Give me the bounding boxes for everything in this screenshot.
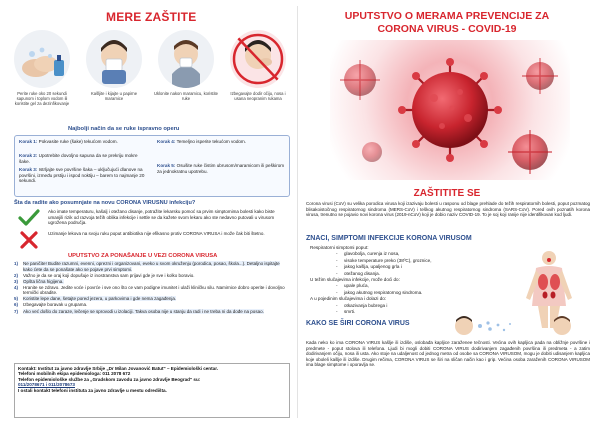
virus-large [398,58,502,162]
infection-question: Šta da radite ako posumnjate na novu CORONA VIRUSNU infekciju? [14,200,196,206]
handwashing-title: Najbolji način da se ruke ispravno operu [68,126,180,132]
symptom-item: - visoke temperature preko (38ºC), groznice, [310,258,500,264]
severe-item: - upale pluća, [310,283,500,289]
intro-paragraph: Corona virusi (CoV) su velika porodica virusa koji izazivaju bolesti u rasponu od blage prehlade do težih respiratornih bolesti, poput pozmatog blisakoistočnog respiratornog sindroma (MERS-CoV) i teškog akutnog respiratornog sindroma (SARS-CoV). Pored ovih poznatih korona virusa, trenutno se pojavio novi korona virus (2019-nCoV) koji je dobio naziv COVID-19. To je soj koji ranije nije identifikovan kod ljudi. [306,201,590,217]
rule-item [14,302,290,308]
severe-item: - jakog akutnog respiratornog sindroma. [310,290,500,296]
rule-number: 3) [14,278,19,284]
rule-item [14,273,290,279]
virus-small-right [522,58,558,94]
contact-box [14,363,290,418]
step-label: Korak 1: [19,139,38,144]
cross-icon [18,231,40,249]
rule-item [14,279,290,285]
rule-text: Ne paničite! Budite razumni, evenni, oprezni i organizovani, eveko u svom okruženju (porodica, posao, škola...). Detaljno ispitajte kako ćete da se ponašate ako se pojave prvi simptomi. [23,261,280,272]
leaflet-title [300,10,594,35]
face-touch-icon [230,30,286,88]
measures-title: MERE ZAŠTITE [106,10,197,24]
rule-text: Hranite se zdravo. Jedite voće i povrće i sve ono što ce vam podigne imunitet i ulaži kliničku silu. Namirnice dobro operite i dovoljno termički obradite. [23,284,285,296]
protect-yourself-title: ZAŠTITITE SE [413,188,481,199]
rule-number: 5) [14,296,19,302]
step-1 [19,139,149,145]
rule-number: 7) [14,308,19,314]
behavior-rules-title: UPUTSTVO ZA PONAŠANJE U VEZI CORONA VIRUSA [68,253,218,259]
rule-text: Koristite lepe dane, šetajte pored jezera, u parkovima i gde nema zagađenja. [23,296,177,302]
right-panel [300,6,594,418]
rule-number: 1) [14,261,19,266]
spread-paragraph: Kada neko ko ima CORONA VIRUS kašlje ili izdiše, oslobađa kapljice zaraženee tečnosti. Većina ovih kapljica pada na obližnje površine i predmete - poput stolova ili telefona. Ljudi bi mogli dobiti CORONA VIRUS dodirivanjem zagađenih površina ili predmeta - a zatim dodirivanjem očiju, nosa ili usta. Ako stoje na udaljenost od jednog metra od osobe sa CORONA VIRUSOM, mogu je dobiti udisanjem kapljica koje oboleli kašlje ili izdiše. Drugim rečima, CORONA VIRUS se širi na sličan način kao i grip. Većina osoba zaraženih CORONA VIRUSOM ima blage simptome i oporavlja se. [306,340,590,367]
step-label: Korak 2: [19,153,38,158]
step-3 [19,167,149,184]
symptoms-list [310,245,500,315]
check-icon [18,209,40,227]
step-label: Korak 5: [157,163,176,168]
sneeze-tissue-icon [86,30,142,88]
measure-caption: Kašljite i kijajte u papirne maramice [90,91,138,101]
measure-caption: Perite ruke oko 20 sekundi sapunom i toplom vodom ili koristite gel za dezinfikovanje [14,91,70,106]
fold-divider [297,6,298,418]
step-text: Upotrebite dovoljno sapuna da se prekriju mokre šake. [19,153,138,164]
rule-number: 4) [14,284,19,290]
advice-dont [14,231,290,251]
rare-item: - smrti. [310,309,500,315]
virus-small-bottom [508,130,552,174]
virus-small-faded [362,142,382,162]
virus-small-left [340,60,380,100]
rule-text: Opšta lična higijena. [23,278,64,284]
rare-intro: A u pojedinim slučajevima i dolazi do: [310,296,387,302]
measure-tissue [154,30,218,101]
measure-face-touch [226,30,290,101]
contact-phones: 011/2078671 i 011/2078673 [18,382,75,388]
step-text: Temeljno isperite tekućom vodom. [176,139,247,144]
rule-text: Važno je da se oraj koji dopušuje iz inostranstva sam prijavi gde je sve i kolko boravio. [23,272,195,278]
behavior-rules-list [14,261,290,315]
leaflet-title-line: CORONA VIRUS - COVID-19 [377,22,517,35]
measure-hand-washing [10,30,74,106]
rule-item [14,285,290,296]
measures-row [8,30,295,124]
leaflet-title-line: UPUTSTVO O MERAMA PREVENCIJE ZA [344,10,550,22]
rule-number: 6) [14,302,19,308]
step-2 [19,153,149,164]
contact-line: Telefon epidemiološke službe za „Gradskom zavodu za javno zdravlje Beograd" su: [18,376,201,382]
rare-item: - otkazivanja bubrega i [310,303,500,309]
step-5 [157,163,287,174]
measure-caption: Uklonite nakon maramicu, koristite ruke [154,91,219,101]
measure-sneeze [82,30,146,101]
contact-line: Telefoni mobilnih ekipa epidemiologa: 011 2078 672 [18,371,131,377]
cough-spread-icon [450,314,580,340]
spread-title: KAKO SE ŠIRI CORONA VIRUS [306,320,410,327]
contact-line: Kontakt: Institut za javno zdravlje Srbije „Dr Milan Jovanović Batut" – Epidemiološki centar. [18,366,219,371]
symptoms-title: ZNACI, SIMPTOMI INFEKCIJE KORONA VIRUSOM [306,235,472,242]
hand-washing-icon [14,30,70,88]
advice-text: Uzimanje lekova na svoju ruku poput antibiotika nije efikasno protiv CORONA VIRUSA i može čak biti štetno. [48,231,265,236]
severe-intro: U težim slučajevima infekcije, može doći do: [310,277,400,283]
step-text: Istrljajte sve površine šaka – uključujući dlanove na površini, između prstiju i ispod noktiju – barem to najmanje 20 sekundi. [19,167,145,184]
symptom-item: - glavobolja, curenja iz nosa, [310,251,500,257]
rule-item [14,261,290,272]
step-4 [157,139,287,145]
rule-item [14,296,290,302]
handwashing-steps-box [14,135,290,197]
advice-text: Ako imate temperaturu, kašalj i otežano disanje, potražite lekarsku pomoć sa prvim simptomima bolesti kako biste umanjili rizik od razvoja težih oblika infekcije i settle se da kažete svom lekaru ako ste nedavno putovali u virusom ugrožena područja. [48,209,275,226]
coronavirus-illustration [330,40,570,180]
contact-line: I ostali kontakt telefoni instituta za javno zdravlje u mestu odredišta. [18,387,167,393]
rule-text: Ako već došlo do zaraze, lečenje se sprovodi u izolaciji. Takva osoba nije u stanju da radi i ne treba ni da dođe na posao. [23,308,264,314]
used-tissue-icon [158,30,214,88]
rule-item [14,309,290,315]
measure-caption: Izbegavajte dodir očiju, nosa i usana neopranim rukama [230,91,286,101]
rule-text: Izbegavajte boravak u grupama. [23,302,88,308]
step-text: Osušite ruke čistim ubrusom/maramicom ili peškirom za jednokratnu upotrebu. [157,163,285,174]
advice-do [14,209,290,229]
rule-number: 2) [14,272,19,278]
symptoms-intro: Respiratorni simptomi poput: [310,245,369,250]
step-label: Korak 4: [157,139,176,144]
left-panel [8,6,295,418]
step-text: Pokvasite ruke (šake) tekućom vodom. [38,139,118,144]
symptom-item: - jakog kašlja, upaljenog grla i [310,264,500,270]
step-label: Korak 3: [19,167,38,172]
symptom-item: - otežanog disanja. [310,271,500,277]
